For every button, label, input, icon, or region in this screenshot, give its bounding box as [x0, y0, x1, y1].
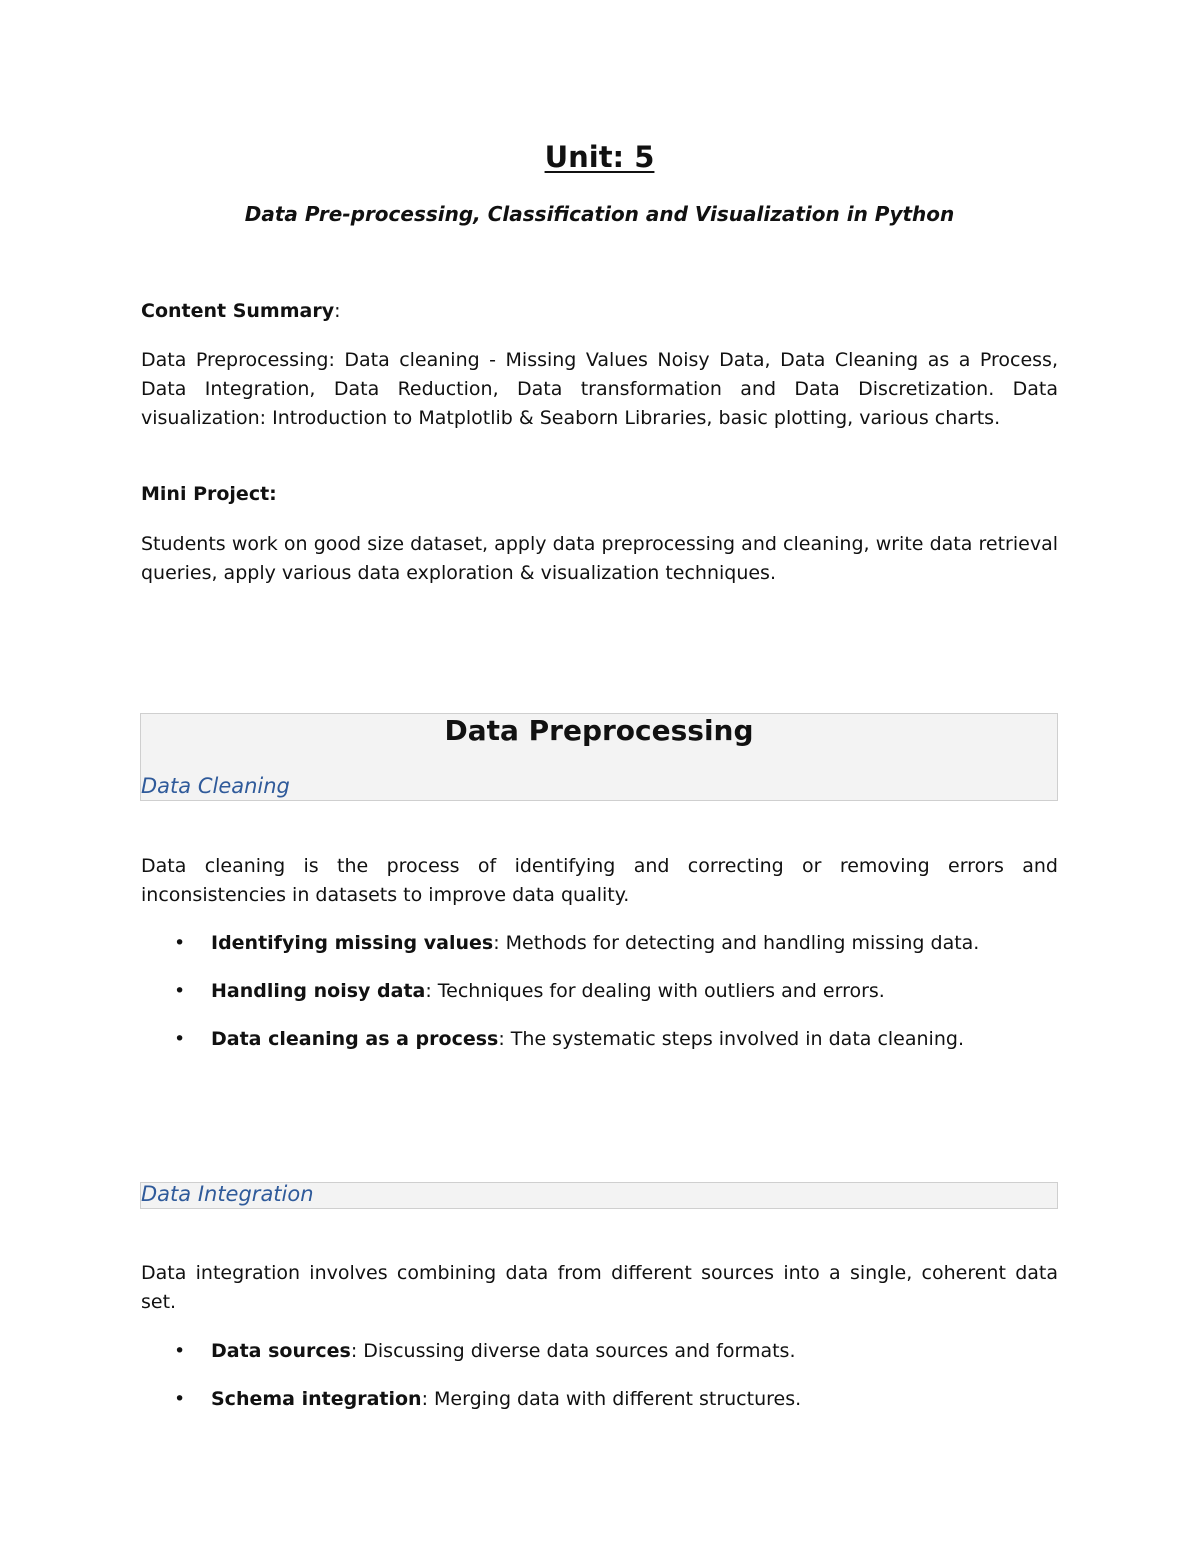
- data-preprocessing-header-box: [140, 713, 1058, 801]
- data-integration-intro: Data integration involves combining data from different sources into a single, coherent data set.: [141, 1262, 1058, 1313]
- bullet-icon: •: [174, 932, 186, 954]
- content-summary-text: Data Preprocessing: Data cleaning - Missing Values Noisy Data, Data Cleaning as a Process, Data Integration, Data Reduction, Data transformation and Data Discretization. Data visualization: Introduction to Matplotlib & Seaborn Libraries, basic plotting, various charts.: [141, 349, 1058, 429]
- bullet-description: : Techniques for dealing with outliers and errors.: [425, 980, 885, 1002]
- data-integration-list: [141, 1337, 1058, 1414]
- bullet-term: Identifying missing values: [211, 932, 494, 954]
- unit-subtitle: Data Pre-processing, Classification and Visualization in Python: [244, 202, 955, 226]
- bullet-icon: •: [174, 1340, 186, 1362]
- unit-title: Unit: 5: [544, 140, 655, 174]
- bullet-icon: •: [174, 1388, 186, 1410]
- data-integration-header-box: [140, 1182, 1058, 1209]
- content-summary-colon: :: [334, 300, 341, 322]
- content-summary-heading: [141, 297, 1058, 326]
- bullet-term: Data sources: [211, 1340, 351, 1362]
- heading-data-cleaning: Data Cleaning: [141, 774, 290, 798]
- bullet-term: Schema integration: [211, 1388, 422, 1410]
- data-cleaning-list: [141, 929, 1058, 1054]
- bullet-description: : The systematic steps involved in data cleaning.: [498, 1028, 964, 1050]
- bullet-icon: •: [174, 980, 186, 1002]
- content-summary-label: Content Summary: [141, 300, 335, 322]
- mini-project-text: Students work on good size dataset, apply data preprocessing and cleaning, write data retrieval queries, apply various data exploration & visualization techniques.: [141, 533, 1058, 584]
- bullet-description: : Methods for detecting and handling missing data.: [493, 932, 980, 954]
- bullet-icon: •: [174, 1028, 186, 1050]
- heading-data-integration: Data Integration: [141, 1182, 314, 1206]
- list-item: [141, 1337, 1058, 1366]
- bullet-description: : Merging data with different structures.: [421, 1388, 802, 1410]
- section-title-data-preprocessing: Data Preprocessing: [444, 714, 754, 747]
- mini-project-label: Mini Project:: [141, 483, 277, 505]
- bullet-term: Data cleaning as a process: [211, 1028, 499, 1050]
- list-item: [141, 1385, 1058, 1414]
- list-item: [141, 929, 1058, 958]
- list-item: [141, 1025, 1058, 1054]
- data-cleaning-intro: Data cleaning is the process of identifying and correcting or removing errors and inconsistencies in datasets to improve data quality.: [141, 855, 1058, 906]
- bullet-term: Handling noisy data: [211, 980, 426, 1002]
- list-item: [141, 977, 1058, 1006]
- bullet-description: : Discussing diverse data sources and formats.: [350, 1340, 796, 1362]
